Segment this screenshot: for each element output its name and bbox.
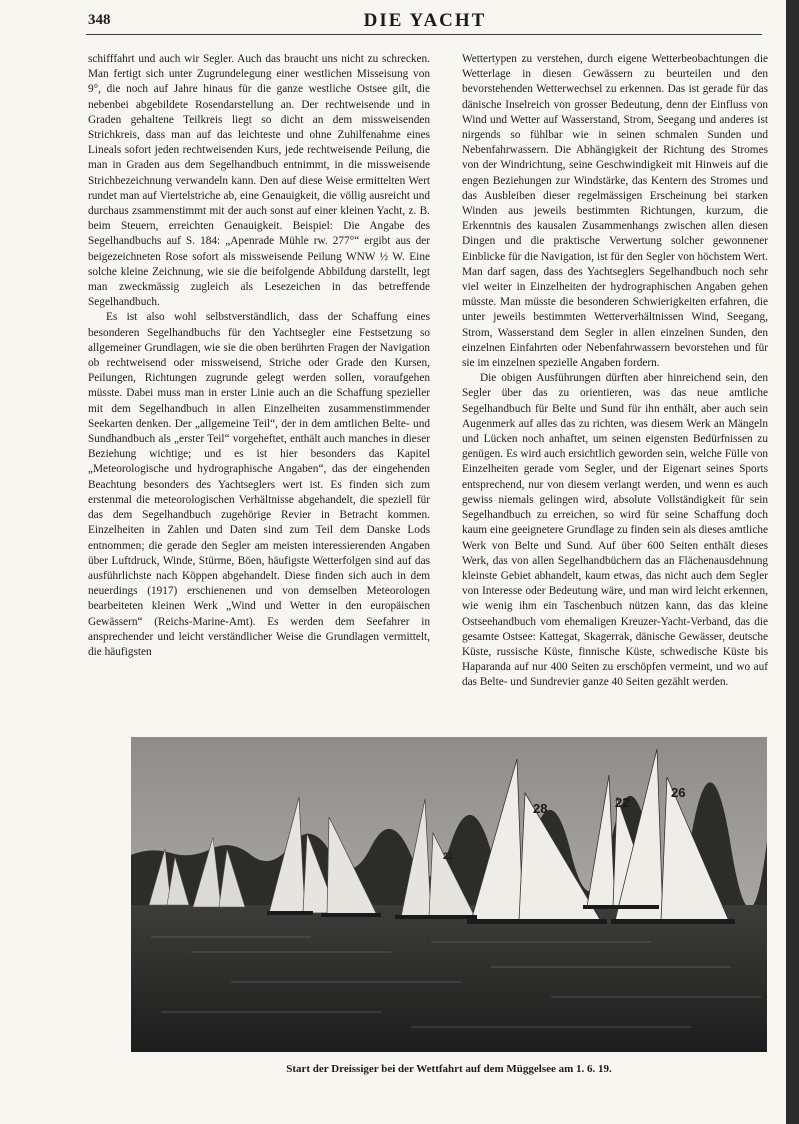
- left-column: [88, 52, 430, 660]
- photo-caption: Start der Dreissiger bei der Wettfahrt auf dem Müggelsee am 1. 6. 19.: [286, 1063, 612, 1075]
- page-header: [88, 8, 762, 34]
- paragraph: schifffahrt und auch wir Segler. Auch das braucht uns nicht zu schrecken. Man fertigt sich unter Zugrundelegung einer westlichen Misseisung von 9°, die noch auf Jahre hinaus für die ganze westliche Ostsee gilt, die nebenbei abgebildete Rosendarstellung an. Der rechtweisende und in Graden gehaltene Teilkreis liegt so dicht an dem missweisenden Strichkreis, dass man auf das leichteste und ohne Zuhilfenahme eines Lineals sofort jeden rechtweisenden Kurs, jede rechtweisende Peilung, die man in Graden aus dem Segelhandbuch entnimmt, in die missweisende Strichbezeichnung verwandeln kann. Den auf diese Weise ermittelten Wert rundet man auf Viertelstriche ab, eine Genauigkeit, die völlig ausreicht und durchaus zsammenstimmt mit der auch sonst auf einer kleinen Yacht, z. B. beim Steuern, erreichten Genauigkeit. Beispiel: Die Angabe des Segelhandbuchs auf S. 184: „Apenrade Mühle rw. 277°“ ergibt aus der beigezeichneten Rose sofort als missweisende Peilung WNW ½ W. Eine solche kleine Zeichnung, wie sie die beifolgende Abbildung darstellt, legt man zweckmässig zugleich als Lesezeichen in das betreffende Segelhandbuch.: [88, 53, 430, 309]
- sail-number: 21: [443, 851, 454, 861]
- sail-number: 28: [533, 801, 548, 816]
- paragraph: Die obigen Ausführungen dürften aber hinreichend sein, den Segler über das zu orientieren, was das neue amtliche Segelhandbuch für Belte und Sund für ihn enthält, aber auch sein Augenmerk auf alles das zu richten, was diesem Werk an Mängeln und Lücken noch anhaftet, um seinen eigensten Bedürfnissen zu genügen. Es wird auch ersichtlich geworden sein, welche Fülle von Einzelheiten gerade vom Segler, und der Eigenart seines Sports entsprechend, nur von diesem verlangt werden, und wenn es auch gewiss niemals gelingen wird, absolute Vollständigkeit für sein Segelhandbuch zu erreichen, so wird für seine Schaffung doch kaum eine geeignetere Grundlage zu finden sein als dieses amtliche Werk von Belte und Sund. Auf über 600 Seiten enthält dieses Werk, das von allen Segelhandbüchern das an Flächenausdehnung kleinste Gebiet abhandelt, kaum etwas, das nicht auch dem Segler von Interesse oder Bedeutung wäre, und man wird leicht erkennen, wie wenig ihm ein Taschenbuch nützen kann, das das kleine Ostseehandbuch vom ehemaligen Kreuzer-Yacht-Verband, das die gesamte Ostsee: Kattegat, Skagerrak, dänische Gewässer, deutsche Küste, russische Küste, finnische Küste, schwedische Küste bis Haparanda auf nur 400 Seiten zu erschöpfen vermeint, und wo auf das Belte- und Sundrevier ganze 40 Seiten gezählt werden.: [462, 372, 768, 689]
- paragraph: Es ist also wohl selbstverständlich, dass der Schaffung eines besonderen Segelhandbuchs für den Yachtsegler eine Festsetzung so allgemeiner Grundlagen, wie sie die oben berührten Fragen der Navigation ob rechtweisend oder missweisend, Striche oder Grade den Kursen, Peilungen, Richtungen zugrunde gelegt werden sollen, voraufgehen müsste. Dabei muss man in erster Linie auch an die Schaffung spezieller mit dem Segelhandbuch in allen Einzelheiten zusammenstimmender Seekarten denken. Der „allgemeine Teil“, der in dem amtlichen Belte- und Sundhandbuch als „erster Teil“ vorgeheftet, enthält auch manches in dieser Beziehung wichtige; und es ist hier besonders das Kapitel „Meteorologische und hydrographische Angaben“, das der eingehenden Beachtung besonders des Yachtseglers wert ist. Es finden sich zum erstenmal die meteorologischen Verhältnisse abgehandelt, die speziell für das dem Segelhandbuch zugehörige Revier in Betracht kommen. Einzelheiten in Zahlen und Daten sind zum Teil dem Danske Lods entnommen; die gerade den Segler am meisten interessierenden Angaben über Luftdruck, Winde, Stürme, Böen, häufigste Wetterfolgen sind auf das ausführlichste nach Köppen abgehandelt. Diese finden sich auch in dem neuerdings (1917) erschienenen und von demselben Meteorologen bearbeiteten kleinen Werk „Wind und Wetter in den europäischen Gewässern“ (Reichs-Marine-Amt). Es werden dem Seefahrer in ansprechender und leicht verständlicher Weise die Grundlagen vermittelt, die häufigsten: [88, 311, 430, 658]
- running-title: DIE YACHT: [363, 10, 487, 31]
- regatta-photo: [131, 737, 767, 1052]
- header-rule: [86, 34, 762, 35]
- right-column: [462, 52, 768, 691]
- page-number: 348: [88, 12, 111, 28]
- sail-number: 22: [615, 795, 630, 810]
- paragraph: Wettertypen zu verstehen, durch eigene Wetterbeobachtungen die Wetterlage in diesen Gewässern zu beurteilen und den bevorstehenden Wetterwechsel zu erkennen. Das ist gerade für das dänische Inselreich von grosser Bedeutung, denn der Einfluss von Wind und Wetter auf Wasserstand, Strom, Seegang und anderes ist nirgends so fühlbar wie in seinen schmalen Sunden und Nebenfahrwassern. Die Abhängigkeit der Richtung des Stromes von der Windrichtung, seine Geschwindigkeit mit Hinweis auf die engen Beziehungen zur Windstärke, das Kentern des Stromes und das Ausbleiben dieser regelmässigen Erscheinung bei starken Winden aus jeweils bestimmten Richtungen, kurzum, die Erkenntnis des kausalen Zusammenhangs zwischen allen diesen Dingen und die praktische Verwertung solcher gewonnener Einblicke für die Navigation, ist für den Segler von höchstem Wert. Man darf sagen, dass des Yachtseglers Segelhandbuch noch sehr viel weiter in Einzelheiten der hydrographischen Angaben gehen müsste. Man müsste die besonderen Schwierigkeiten erfahren, die unter jeweils bestimmten Wetterverhältnissen Wind, Seegang, Strom, Wasserstand dem Segler in allen einzelnen Sunden, den einzelnen Einfahrten oder Nebenfahrwassern bevorstehen und für sie im einzelnen spezielle Angaben fordern.: [462, 53, 768, 370]
- scan-edge: [786, 0, 799, 1124]
- sail-number: 26: [671, 785, 686, 800]
